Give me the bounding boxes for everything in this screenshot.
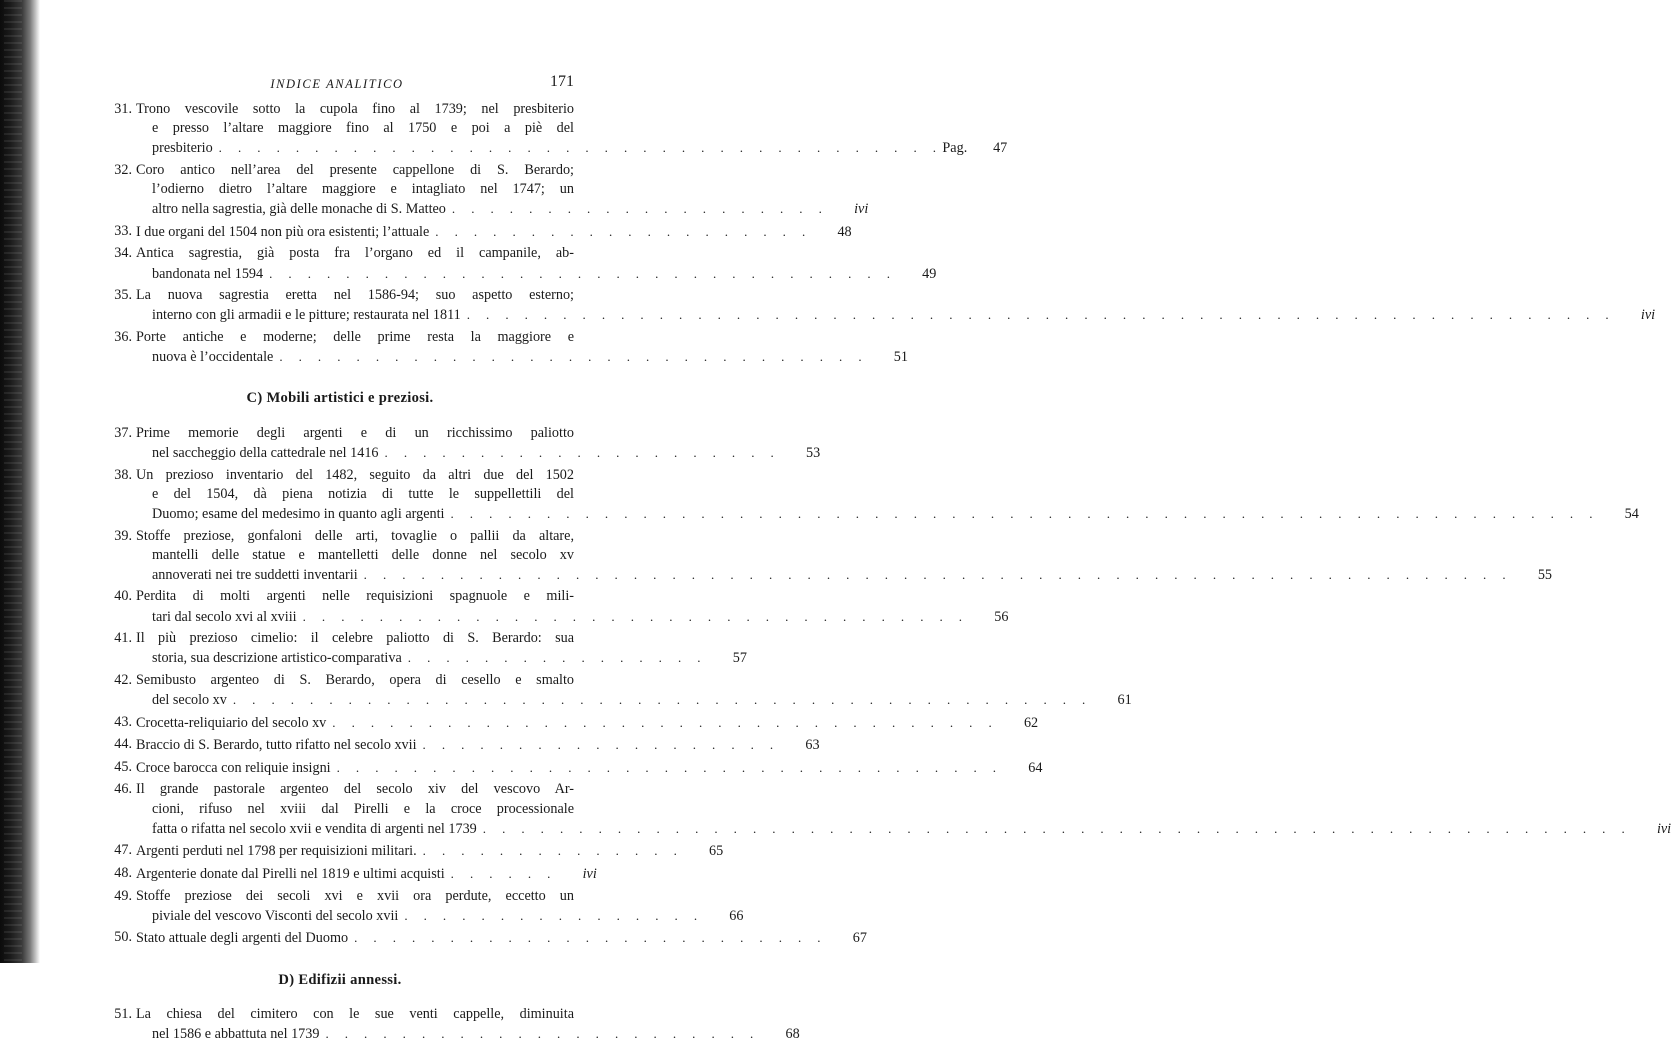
entry-page-ref: 65 — [709, 843, 724, 860]
index-entry-47 — [106, 841, 724, 860]
entry-page-ref: ivi — [1640, 307, 1656, 324]
entry-page-ref: 49 — [922, 265, 937, 282]
entry-number: 39. — [114, 527, 132, 544]
entry-page-ref: 48 — [837, 223, 852, 240]
dot-leader: . . . . . . . . . . . . . . . . . . . — [422, 737, 780, 753]
entry-text-line: nel 1586 e abbattuta nel 1739 — [152, 1026, 320, 1043]
entry-text-line: tari dal secolo xvi al xviii — [152, 608, 297, 625]
entry-text-line: Stoffe preziose, gonfaloni delle arti, tovaglie o pallii da altare, — [136, 527, 574, 544]
entry-text-line: I due organi del 1504 non più ora esistenti; l’attuale — [136, 223, 430, 240]
entry-text-line: interno con gli armadii e le pitture; restaurata nel 1811 — [152, 307, 461, 324]
entry-page-ref: ivi — [1656, 820, 1671, 837]
dot-leader: . . . . . . . . . . . . . . . . . . . . . . . . . . . . . . . . . . . . . . . . . . . . . . . . . . . . . . . . . . . . — [363, 566, 1513, 582]
entry-text-line: Perdita di molti argenti nelle requisizioni spagnuole e mili- — [136, 588, 574, 605]
section-heading-c: C) Mobili artistici e preziosi. — [246, 389, 434, 406]
dot-leader: . . . . . . . . . . . . . . . . . . . . . . . . . — [354, 930, 827, 946]
entry-number: 40. — [114, 588, 132, 605]
entry-text-line: Coro antico nell’area del presente cappellone di S. Berardo; — [136, 161, 574, 178]
entry-number: 33. — [114, 222, 132, 239]
entry-page-ref: 56 — [994, 608, 1009, 625]
index-entry-34 — [106, 244, 937, 282]
entry-page-ref: 57 — [732, 650, 747, 667]
index-entry-41 — [106, 629, 747, 667]
entry-text-line: e del 1504, dà piena notizia di tutte le suppellettili del — [152, 485, 574, 502]
dot-leader: . . . . . . . . . . . . . . . . — [404, 907, 704, 923]
entry-text-line: l’odierno dietro l’altare maggiore e intagliato nel 1747; un — [152, 181, 574, 198]
entry-page-ref: 55 — [1537, 566, 1553, 583]
page-prefix: Pag. — [942, 140, 968, 157]
entry-number: 45. — [114, 758, 132, 775]
dot-leader: . . . . . . . . . . . . . . . . . . . . . . . — [325, 1026, 760, 1042]
entry-text-line: Semibusto argenteo di S. Berardo, opera di cesello e smalto — [136, 671, 574, 688]
entry-page-ref: 54 — [1624, 505, 1639, 522]
dot-leader: . . . . . . . . . . . . . . . . . . . . . . . . . . . . . . . . . . . . . . . . . . . . . . . . . . . . . . . . . . . . — [450, 505, 1599, 521]
entry-page-ref: 47 — [993, 140, 1008, 157]
entry-number: 31. — [114, 101, 132, 117]
entry-text-line: piviale del vescovo Visconti del secolo xvii — [152, 907, 399, 924]
entry-page-ref: 61 — [1117, 692, 1132, 709]
entry-text-line: Crocetta-reliquiario del secolo xv — [136, 714, 327, 731]
entry-page-ref: ivi — [582, 866, 597, 883]
index-entry-37 — [106, 424, 821, 462]
index-entry-43 — [106, 713, 1039, 732]
index-entry-35 — [106, 286, 1656, 324]
entry-number: 38. — [114, 466, 132, 483]
index-entry-48 — [106, 864, 597, 883]
entry-number: 44. — [114, 736, 132, 753]
index-entry-50 — [106, 928, 867, 947]
entry-text-line: Porte antiche e moderne; delle prime resta la maggiore e — [136, 329, 574, 346]
entry-text-line: presbiterio — [152, 140, 213, 157]
entry-text-line: mantelli delle statue e mantelletti delle donne nel secolo xv — [152, 546, 574, 563]
entry-page-ref: 51 — [893, 349, 908, 366]
page-number: 171 — [550, 73, 574, 90]
entry-page-ref: 66 — [729, 907, 744, 924]
entry-text-line: Il più prezioso cimelio: il celebre paliotto di S. Berardo: sua — [136, 630, 574, 647]
index-entry-45 — [106, 758, 1043, 777]
entry-page-ref: 68 — [785, 1026, 800, 1043]
entry-text-line: Argenterie donate dal Pirelli nel 1819 e ultimi acquisti — [136, 866, 445, 883]
running-title: INDICE ANALITICO — [270, 77, 404, 91]
entry-text-line: Prime memorie degli argenti e di un ricchissimo paliotto — [136, 424, 574, 441]
index-content — [106, 100, 1671, 1047]
entry-page-ref: 63 — [805, 737, 820, 754]
entry-text-line: altro nella sagrestia, già delle monache di S. Matteo — [152, 201, 446, 218]
entry-number: 48. — [114, 865, 132, 882]
dot-leader: . . . . . . . . . . . . . . . . . . . . . . . . . . . . . . . . . . . — [336, 759, 1003, 775]
book-spine-shadow — [0, 0, 40, 963]
index-entry-39 — [106, 527, 1553, 585]
entry-number: 46. — [114, 781, 132, 798]
section-heading-d: D) Edifizii annessi. — [278, 971, 402, 988]
entry-number: 35. — [114, 287, 132, 304]
entry-text-line: cioni, rifuso nel xviii dal Pirelli e la croce processionale — [152, 800, 574, 817]
entry-number: 50. — [114, 929, 132, 946]
entry-text-line: Antica sagrestia, già posta fra l’organo ed il campanile, ab- — [136, 245, 574, 262]
entry-page-ref: 62 — [1023, 714, 1039, 731]
entry-text-line: La chiesa del cimitero con le sue venti cappelle, diminuita — [136, 1005, 574, 1022]
entry-number: 51. — [114, 1005, 132, 1022]
index-entry-33 — [106, 222, 852, 241]
entry-text-line: Stoffe preziose dei secoli xvi e xvii ora perdute, eccetto un — [136, 887, 574, 904]
entry-page-ref: 64 — [1028, 759, 1043, 776]
entry-text-line: Duomo; esame del medesimo in quanto agli argenti — [152, 505, 445, 522]
entry-text-line: fatta o rifatta nel secolo xvii e vendita di argenti nel 1739 — [152, 820, 477, 837]
entry-number: 49. — [114, 887, 132, 904]
index-entry-31 — [106, 100, 1008, 158]
entry-text-line: del secolo xv — [152, 692, 227, 709]
entry-text-line: Il grande pastorale argenteo del secolo xiv del vescovo Ar- — [136, 781, 574, 798]
index-entry-40 — [106, 587, 1009, 625]
entry-number: 47. — [114, 842, 132, 859]
dot-leader: . . . . . . — [450, 866, 557, 882]
entry-number: 32. — [114, 161, 132, 178]
entry-text-line: annoverati nei tre suddetti inventarii — [152, 566, 358, 583]
dot-leader: . . . . . . . . . . . . . . . . . . . . . . . . . . . . . . . . . . . . . . . . . . . . . — [232, 692, 1092, 708]
entry-number: 42. — [114, 671, 132, 688]
index-entry-36 — [106, 328, 908, 366]
entry-number: 34. — [114, 245, 132, 262]
dot-leader: . . . . . . . . . . . . . . . . . . . . . . . . . . . . . . . . . — [269, 265, 897, 281]
entry-text-line: Croce barocca con reliquie insigni — [136, 759, 331, 776]
dot-leader: . . . . . . . . . . . . . . . . . . . . — [435, 223, 812, 239]
entry-text-line: Trono vescovile sotto la cupola fino al 1739; nel presbiterio — [136, 101, 574, 117]
index-entry-46 — [106, 780, 1671, 838]
dot-leader: . . . . . . . . . . . . . . . . . . . . . . . . . . . . . . . . . . . — [302, 608, 969, 624]
entry-text-line: Braccio di S. Berardo, tutto rifatto nel secolo xvii — [136, 737, 417, 754]
entry-number: 37. — [114, 424, 132, 441]
entry-text-line: La nuova sagrestia eretta nel 1586-94; suo aspetto esterno; — [136, 287, 574, 304]
index-entry-49 — [106, 887, 744, 925]
entry-number: 41. — [114, 630, 132, 647]
entry-text-line: e presso l’altare maggiore fino al 1750 e poi a piè del — [152, 120, 574, 137]
index-entry-42 — [106, 671, 1132, 709]
entry-text-line: Argenti perduti nel 1798 per requisizioni militari. — [136, 843, 417, 860]
dot-leader: . . . . . . . . . . . . . . . . . . . . . . . . . . . . . . . . . . . . . . — [218, 140, 943, 156]
page-header — [100, 73, 574, 97]
entry-text-line: nel saccheggio della cattedrale nel 1416 — [152, 444, 379, 461]
entry-page-ref: ivi — [854, 201, 869, 218]
dot-leader: . . . . . . . . . . . . . . . . . . . . . — [384, 444, 781, 460]
entry-text-line: bandonata nel 1594 — [152, 265, 264, 282]
entry-page-ref: 53 — [805, 444, 821, 461]
entry-text-line: nuova è l’occidentale — [152, 349, 274, 366]
dot-leader: . . . . . . . . . . . . . . . . . . . . . . . . . . . . . . . . . . . . . . . . . . . . . . . . . . . . . . . . . . . . — [466, 307, 1616, 323]
entry-page-ref: 67 — [852, 930, 867, 947]
dot-leader: . . . . . . . . . . . . . . . . . . . . — [451, 201, 829, 217]
entry-number: 43. — [114, 713, 132, 730]
entry-text-line: storia, sua descrizione artistico-comparativa — [152, 650, 402, 667]
dot-leader: . . . . . . . . . . . . . . — [422, 843, 684, 859]
index-entry-38 — [106, 466, 1639, 524]
dot-leader: . . . . . . . . . . . . . . . . . . . . . . . . . . . . . . . . . . . . . . . . . . . . . . . . . . . . . . . . . . . . — [482, 820, 1632, 836]
index-entry-32 — [106, 161, 869, 219]
entry-number: 36. — [114, 329, 132, 346]
entry-text-line: Stato attuale degli argenti del Duomo — [136, 930, 349, 947]
entry-text-line: Un prezioso inventario del 1482, seguito da altri due del 1502 — [136, 466, 574, 483]
index-entry-44 — [106, 735, 820, 754]
index-entry-51 — [106, 1005, 800, 1043]
dot-leader: . . . . . . . . . . . . . . . . — [407, 650, 707, 666]
dot-leader: . . . . . . . . . . . . . . . . . . . . . . . . . . . . . . . — [279, 349, 868, 365]
dot-leader: . . . . . . . . . . . . . . . . . . . . . . . . . . . . . . . . . . . — [332, 714, 999, 730]
